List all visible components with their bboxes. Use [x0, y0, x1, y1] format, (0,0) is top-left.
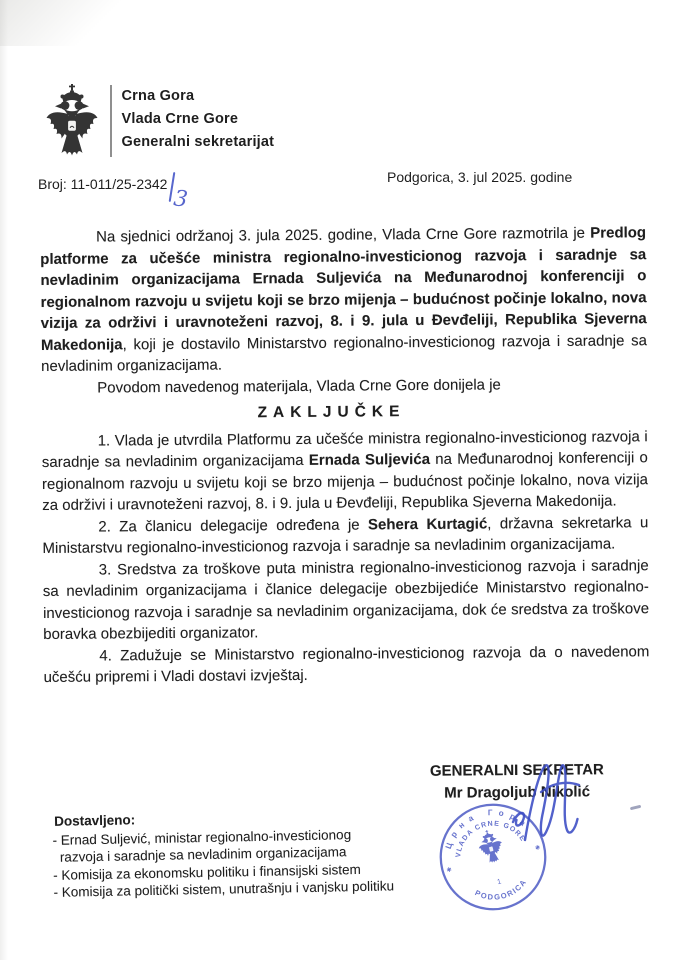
letterhead	[44, 84, 274, 158]
letterhead-divider	[110, 85, 112, 157]
conclusion-2-post: , državna sekretarka u Ministarstvu regionalno-investicionog razvoja i saradnje sa nevladinim organizacijama.	[42, 513, 649, 557]
conclusion-1	[42, 426, 649, 517]
intro-paragraph	[40, 222, 647, 377]
signature-scribble-icon	[505, 758, 587, 870]
conclusion-2-pre: 2. Za članicu delegacije određena je	[98, 515, 369, 536]
distribution-list	[46, 805, 468, 902]
povodom-paragraph: Povodom navedenog materijala, Vlada Crne Gore donijela je	[97, 375, 501, 397]
document-body	[40, 222, 650, 688]
distribution-item: - Komisija za ekonomsku politiku i finansijski sistem	[53, 861, 361, 883]
conclusion-1-post: na Međunarodnoj konferenciji o regionalnom razvoju u svijetu koji se brzo mijenja – budućnost počinje lokalno, nova vizija za održivi i uravnoteženi razvoj, 8. i 9. jula u Đevđeliji, Republika Sjeverna Makedonija.	[41, 449, 649, 514]
conclusion-3: 3. Sredstva za troškove puta ministra regionalno-investicionog razvoja i saradnje sa nevladinim organizacijama i članice delegacije obezbijediće Ministarstvo regionalno-investicionog razvoja i saradnje sa nevladinim organizacijama, dok će sredstva za troškove boravka obezbijediti organizator.	[42, 556, 650, 643]
stamp-right-star: ✱	[534, 844, 542, 853]
conclusion-1-name: Ernada Suljevića	[308, 450, 431, 469]
conclusion-4: 4. Zadužuje se Ministarstvo regionalno-investicionog razvoja da o navedenom učešću pripremi i Vladi dostavi izvještaj.	[43, 642, 650, 686]
distribution-item: - Ernad Suljević, ministar regionalno-investicionog razvoja i saradnje sa nevladinim organizacijama	[52, 826, 352, 865]
intro-pre: Na sjednici održanoj 3. jula 2025. godine, Vlada Crne Gore razmotrila je	[96, 224, 591, 246]
stamp-bottom-text: PODGORICA	[473, 877, 529, 902]
conclusion-2-name: Sehera Kurtagić	[367, 514, 488, 533]
conclusion-1-pre: 1. Vlada je utvrdila Platformu za učešće ministra regionalno-investicionog razvoja i saradnje sa nevladinim organizacijama	[41, 427, 648, 471]
org-government: Vlada Crne Gore	[121, 111, 239, 127]
conclusions-heading: ZAKLJUČKE	[257, 403, 406, 422]
stamp-outer-text: Црна Гора	[443, 808, 532, 851]
pen-tick-artifact	[630, 805, 641, 810]
signature-title: GENERALNI SEKRETAR	[429, 761, 604, 780]
org-country: Crna Gora	[121, 88, 195, 104]
montenegro-coat-of-arms-icon	[44, 84, 100, 158]
place-date: Podgorica, 3. jul 2025. godine	[387, 169, 573, 185]
intro-bold-title: Predlog platforme za učešće ministra regionalno-investicionog razvoja i saradnje sa nevladinim organizacijama Ernada Suljevića na Međunarodnoj konferenciji o regionalnom razvoju u svijetu koji se brzo mijenja – budućnost počinje lokalno, nova vizija za održivi i uravnoteženi razvoj, 8. i 9. jula u Đevđeliji, Republika Sjeverna Makedonija	[40, 224, 647, 354]
reference-number: Broj: 11-011/25-2342	[38, 176, 168, 192]
letterhead-text	[122, 84, 275, 154]
stamp-ring-text: VLADA CRNE GORE	[455, 820, 527, 858]
handwritten-number-mark	[171, 172, 190, 213]
scan-smudge	[0, 0, 130, 46]
distribution-item: - Komisija za politički sistem, unutrašnju i vanjsku politiku	[53, 878, 395, 901]
signature-name: Mr Dragoljub Nikolić	[444, 783, 591, 802]
intro-post: , koji je dostavilo Ministarstvo regionalno-investicionog razvoja i saradnje sa nevladinim organizacijama.	[41, 331, 647, 375]
distribution-label: Dostavljeno:	[54, 812, 136, 829]
stamp-center-number: 1	[496, 877, 503, 887]
conclusion-2	[42, 512, 648, 560]
svg-text:PODGORICA	[472, 876, 532, 908]
org-department: Generalni sekretarijat	[121, 134, 275, 150]
reference-line	[38, 172, 190, 213]
scan-edge-shade	[0, 0, 8, 960]
stamp-coat-of-arms-icon	[475, 827, 506, 865]
handwritten-digit: 3	[172, 186, 190, 213]
stamp-left-star: ✱	[445, 866, 453, 875]
